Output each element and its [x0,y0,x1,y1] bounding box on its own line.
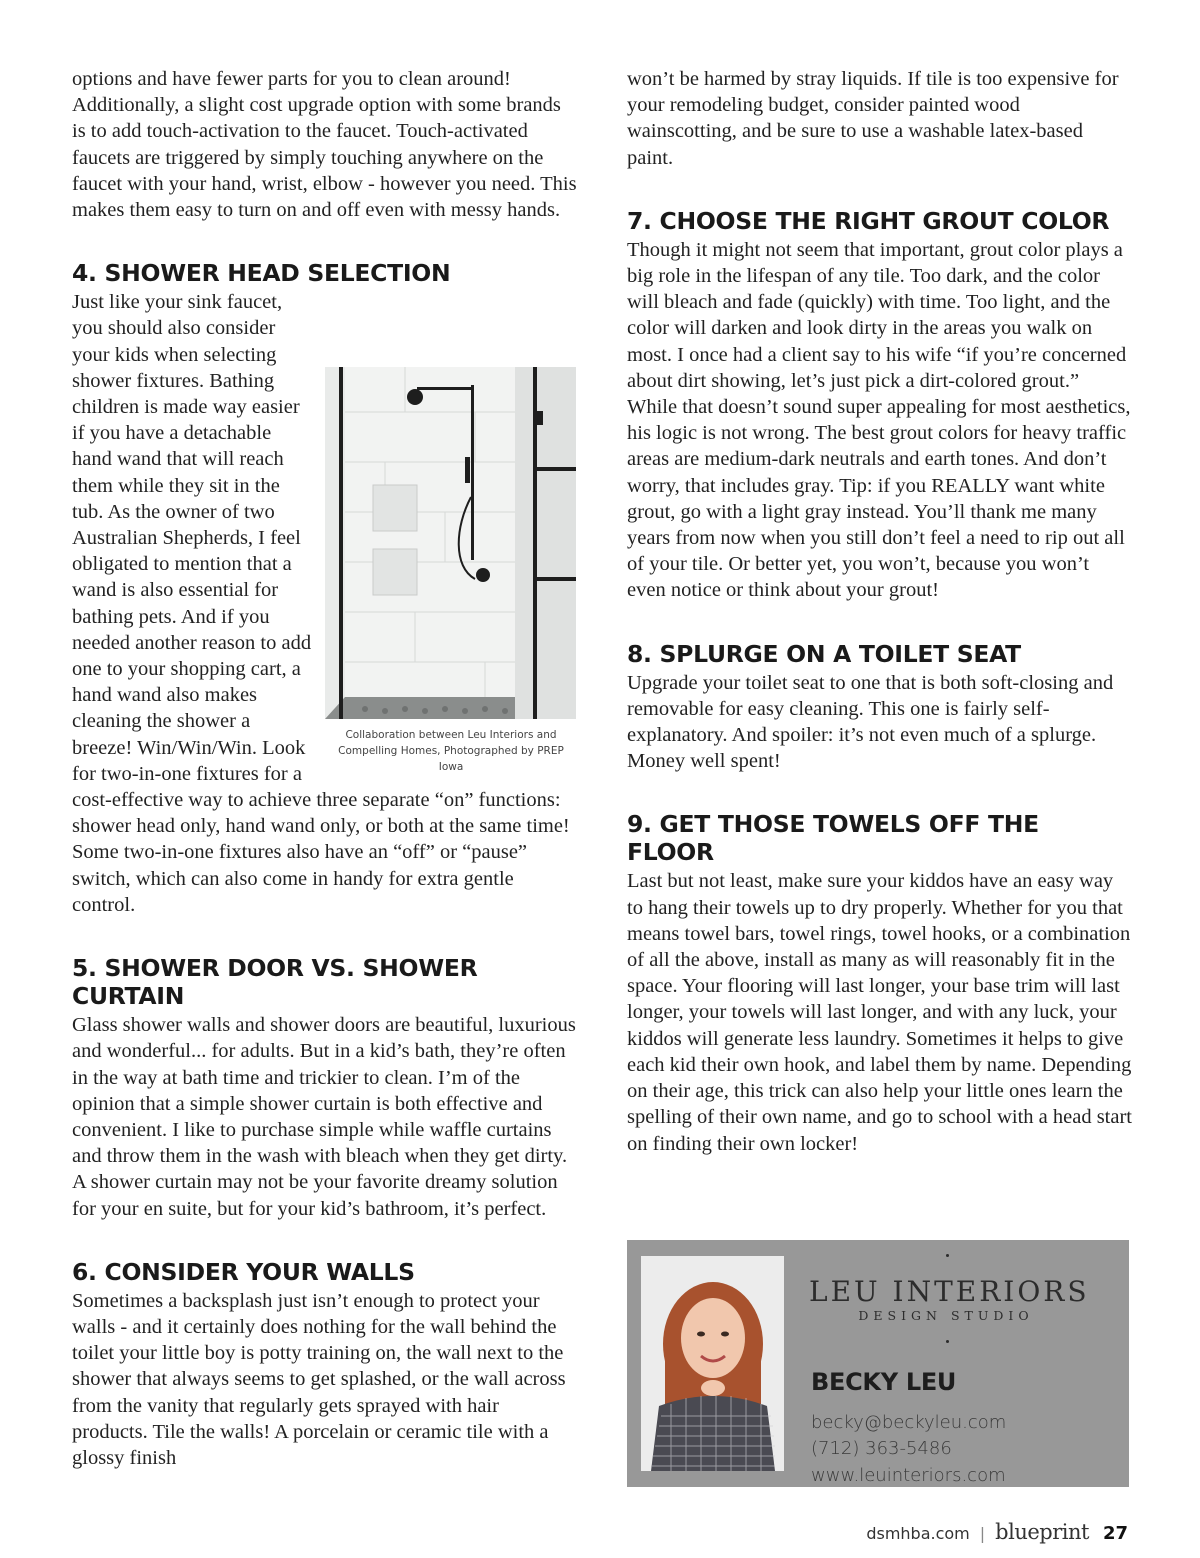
email-link[interactable]: becky@beckyleu.com [811,1412,1007,1433]
shower-photo-figure [325,367,577,775]
person-name: BECKY LEU [811,1368,957,1396]
section-6-heading: 6. CONSIDER YOUR WALLS [72,1257,415,1286]
section-6-paragraph: Sometimes a backsplash just isn’t enough to protect your walls - and it certainly does nothing for the wall behind the toilet your little boy is potty training on, the wall next to the shower that always seems to get splashed, or the wall across from the vanity that regularly gets sprayed with hair products. Tile the walls! A porcelain or ceramic tile with a glossy finish [72,1289,566,1469]
section-9-paragraph: Last but not least, make sure your kiddos have an easy way to hang their towels up to dry properly. Whether for you that means towel bars, towel rings, towel hooks, or a combination of all the above, install as many as will reasonably fit in the space. Your flooring will last longer, your base trim will last longer, your towels will last longer, and with any luck, your kiddos will generate less laundry. Sometimes it helps to give each kid their own hook, and label them by name. Depending on their age, this trick can also help your little ones learn the spelling of their own name, and go to school with a head start on finding their own locker! [627,870,1132,1155]
right-column [627,66,1132,1157]
continued-paragraph: won’t be harmed by stray liquids. If tile is too expensive for your remodeling budget, consider painted wood wainscotting, and be sure to use a washable latex-based paint. [627,68,1119,169]
brand-name: LEU INTERIORS [809,1275,1090,1308]
section-5-heading: 5. SHOWER DOOR VS. SHOWER CURTAIN [72,954,478,1011]
page-number: 27 [1102,1523,1128,1544]
photo-caption: Collaboration between Leu Interiors and Compelling Homes, Photographed by PREP Iowa [338,729,564,774]
brand-dot-top [946,1254,949,1257]
section-7-heading: 7. CHOOSE THE RIGHT GROUT COLOR [627,206,1110,235]
left-column [72,66,577,1471]
brand-dot-bottom [946,1340,949,1343]
section-7-paragraph: Though it might not seem that important, grout color plays a big role in the lifespan of any tile. Too dark, and the color will bleach and fade (quickly) with time. Too light, and the color will darken and look dirty in the areas you walk on most. I once had a client say to his wife “if you’re concerned about dirt showing, let’s just pick a dirt-colored grout.” While that doesn’t sound super appealing for most aesthetics, his logic is not wrong. The best grout colors for heavy traffic areas are medium-dark neutrals and earth tones. And don’t worry, that includes gray. Tip: if you REALLY want white grout, go with a light gray instead. You’ll thank me many years from now when you still don’t feel a need to rip out all of your tile. Or better yet, you won’t, because you won’t even notice or think about your grout! [627,238,1131,602]
footer-site: dsmhba.com [866,1524,970,1543]
portrait-photo [641,1256,784,1471]
section-5-paragraph: Glass shower walls and shower doors are beautiful, luxurious and wonderful... for adults. But in a kid’s bath, they’re often in the way at bath time and trickier to clean. I’m of the opinion that a simple shower curtain is both effective and convenient. I like to purchase simple while waffle curtains and throw them in the wash with bleach when they get dirty. A shower curtain may not be your favorite dreamy solution for your en suite, but for your kid’s bathroom, it’s perfect. [72,1014,576,1220]
shower-photo [325,367,576,719]
brand-logo [809,1275,1090,1324]
section-4-body [72,289,577,918]
footer-separator: | [979,1524,986,1543]
footer-magazine-logo: blueprint [995,1520,1089,1544]
section-4-heading: 4. SHOWER HEAD SELECTION [72,259,451,288]
portrait-illustration [641,1256,784,1471]
contact-card [627,1240,1129,1487]
page-footer [866,1520,1128,1544]
section-9-heading: 9. GET THOSE TOWELS OFF THE FLOOR [627,810,1039,867]
shower-illustration [325,367,576,719]
section-4-paragraph: Just like your sink faucet, you should also consider your kids when selecting shower fixtures. Bathing children is made way easier if you have a detachable hand wand that will reach them while they sit in the tub. As the owner of two Australian Shepherds, I feel obligated to mention that a wand is also essential for bathing pets. And if you needed another reason to add one to your shopping cart, a hand wand also makes cleaning the shower a breeze! Win/Win/Win. Look for two-in-one fixtures for a cost-effective way to achieve three separate “on” functions: shower head only, hand wand only, or both at the same time! Some two-in-one fixtures also have an “off” or “pause” switch, which can also come in handy for extra gentle control. [72,291,570,916]
section-8-heading: 8. SPLURGE ON A TOILET SEAT [627,639,1021,668]
brand-subtitle: DESIGN STUDIO [858,1308,1034,1323]
phone-number[interactable]: (712) 363-5486 [811,1438,952,1459]
intro-paragraph: options and have fewer parts for you to clean around! Additionally, a slight cost upgrade option with some brands is to add touch-activation to the faucet. Touch-activated faucets are triggered by simply touching anywhere on the faucet with your hand, wrist, elbow - however you need. This makes them easy to turn on and off even with messy hands. [72,68,577,222]
website-link[interactable]: www.leuinteriors.com [811,1465,1006,1486]
section-8-paragraph: Upgrade your toilet seat to one that is both soft-closing and removable for easy cleaning. This one is fairly self-explanatory. And spoiler: it’s not even much of a splurge. Money well spent! [627,671,1114,773]
